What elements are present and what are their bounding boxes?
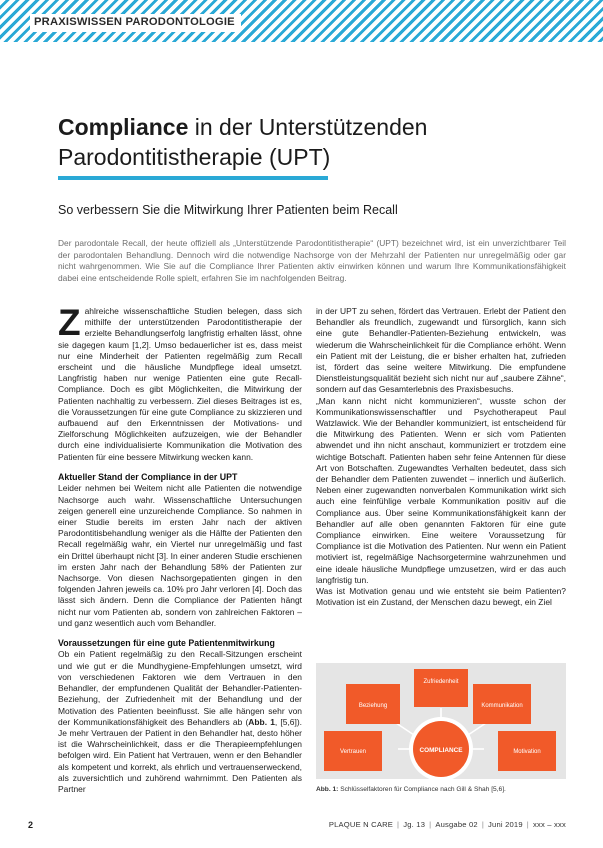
paragraph-communication: „Man kann nicht nicht kommunizieren“, wusste schon der Kommunikationswissenschaftler und Psychotherapeut Paul Watzlawick. Wie der Behandler kommuniziert, ist entscheidend für die Mitwirkung des Patienten. Wenn er sich vom Patienten abwendet und ihn nicht anschaut, kommuniziert er trotzdem eine wichtige Botschaft. Patienten haben sehr feine Antennen für diese Art von Botschaften. Zugewandtes Verhalten bedeutet, dass sich der Behandler dem Patienten zuwendet – innerlich und äußerlich. Neben einer zugewandten nonverbalen Kommunikation wirkt sich auch eine feinfühlige verbale Kommunikation positiv auf die Compliance aus. Über seine Kommunikationsfähigkeit kann der Behandler auf alle oben genannten Faktoren für eine gute Compliance einwirken. Eine weitere Voraussetzung für Compliance ist die Motivation des Patienten. Nur wenn ein Patient motiviert ist, regelmäßige Nachsorgetermine wahrzunehmen und eine ideale häusliche Mundpflege umzusetzen, wird er das auch langfristig tun. bbox=[316, 395, 566, 585]
paragraph-prerequisites-b: , [5,6]). Je mehr Vertrauen der Patient in den Behandler hat, desto höher ist die Wahrscheinlichkeit, dass er die Therapieempfehlungen befolgen wird. Ein Patient hat Vertrauen, wenn er den Behandler als kompetent und korrekt, als ehrlich und vertrauenserweckend, als zuversichtlich und zuhörend wahrnimmt. Den Patienten als Partner bbox=[58, 716, 302, 794]
factor-box-zufriedenheit bbox=[414, 669, 468, 707]
figure-caption bbox=[316, 786, 506, 793]
factor-label-kommunikation: Kommunikation bbox=[481, 703, 523, 709]
column-left bbox=[58, 302, 302, 795]
paragraph-current-state: Leider nehmen bei Weitem nicht alle Patienten die notwendige Nachsorge auch wahr. Wissenschaftliche Untersuchungen zeigen generell eine unzureichende Compliance. So nahmen in einer Studie bereits im ersten Jahr nach der aktiven Parodontitisbehandlung weniger als die Hälfte der Patienten den Recall regelmäßig wahr, ein Viertel nur unregelmäßig und fast ein Drittel überhaupt nicht [3]. In einer anderen Studie erschienen im ersten Jahr nach der Behandlung 58% der Patienten zur Nachsorge. Von diesen Nachsorgepatienten gingen in den folgenden Jahren jeweils ca. 10% pro Jahr verloren [4]. Doch das lässt sich ändern. Denn die Compliance der Patienten hängt nicht nur vom Patienten ab, sondern von zahlreichen Faktoren – und ganz wesentlich auch vom Behandler. bbox=[58, 483, 302, 628]
title-rest-part: in der Unterstützenden Parodontitistherapie (UPT) bbox=[58, 114, 428, 170]
caption-label: Abb. 1: bbox=[316, 786, 339, 793]
footer-info: PLAQUE N CARE | Jg. 13 | Ausgabe 02 | Juni 2019 | xxx – xxx bbox=[328, 820, 566, 829]
footer-volume: Jg. 13 bbox=[403, 820, 426, 829]
footer-pages: xxx – xxx bbox=[532, 820, 566, 829]
article-lead: Der parodontale Recall, der heute offiziell als „Unterstützende Parodontitistherapie“ (UPT) bezeichnet wird, ist ein unverzichtbarer Teil der parodontalen Behandlung. Dennoch wird die notwendige Nachsorge von der Mehrzahl der Patienten nur unregelmäßig oder gar nicht wahrgenommen. Wie Sie auf die Compliance Ihrer Patienten aktiv einwirken können und warum Ihre Kommunikationsfähigkeit dabei eine entscheidende Rolle spielt, erfahren Sie im nachfolgenden Beitrag. bbox=[58, 238, 566, 283]
caption-text: Schlüsselfaktoren für Compliance nach Gill & Shah [5,6]. bbox=[338, 786, 506, 793]
section-label: PRAXISWISSEN PARODONTOLOGIE bbox=[30, 14, 241, 32]
paragraph-trust: in der UPT zu sehen, fördert das Vertrauen. Erlebt der Patient den Behandler als freundlich, zugewandt und fürsorglich, kann sich eine gute Behandler-Patienten-Beziehung entwickeln, was wiederum die Wahrscheinlichkeit für die Compliance erhöht. Wenn ein Patient mit der Leistung, die er bisher erhalten hat, zufrieden ist, fördert das seine weitere Mitwirkung. Die empfundene Dienstleistungsqualität bezieht sich nicht nur auf „saubere Zähne“, sondern auf das Gesamterlebnis des Praxisbesuchs. bbox=[316, 306, 566, 395]
title-underline bbox=[58, 176, 328, 180]
heading-current-state: Aktueller Stand der Compliance in der UPT bbox=[58, 471, 238, 482]
figure-reference: Abb. 1 bbox=[248, 716, 275, 727]
footer-magazine: PLAQUE N CARE bbox=[328, 820, 394, 829]
paragraph-prerequisites-a: Ob ein Patient regelmäßig zu den Recall-Sitzungen erscheint und wie gut er die Mundhygiene-Empfehlungen umsetzt, wird von verschiedenen Faktoren wie dem Vertrauen in den Behandler, der empfundenen Qualität der Behandler-Patienten-Beziehung, der Zufriedenheit mit der Behandlung und der Motivation des Patienten beeinflusst. Sie alle hängen sehr von der Kommunikationsfähigkeit des Behandlers ab ( bbox=[58, 649, 302, 727]
compliance-diagram bbox=[316, 663, 566, 779]
factor-label-motivation: Motivation bbox=[513, 749, 541, 755]
article-subtitle: So verbessern Sie die Mitwirkung Ihrer Patienten beim Recall bbox=[58, 203, 398, 217]
factor-label-vertrauen: Vertrauen bbox=[339, 749, 367, 755]
paragraph-intro bbox=[58, 302, 302, 463]
article-title bbox=[58, 112, 498, 172]
column-right bbox=[316, 306, 566, 608]
paragraph-motivation: Was ist Motivation genau und wie entsteht sie beim Patienten? Motivation ist ein Zustand, der Menschen dazu bewegt, ein Ziel bbox=[316, 586, 566, 608]
paragraph-prerequisites bbox=[58, 649, 302, 795]
figure-compliance-diagram bbox=[316, 663, 566, 779]
footer-date: Juni 2019 bbox=[488, 820, 523, 829]
center-label: COMPLIANCE bbox=[419, 747, 463, 754]
factor-label-beziehung: Beziehung bbox=[358, 703, 388, 709]
dropcap: Z bbox=[58, 302, 81, 343]
page-number: 2 bbox=[28, 820, 34, 830]
footer-issue: Ausgabe 02 bbox=[435, 820, 478, 829]
factor-label-zufriedenheit: Zufriedenheit bbox=[423, 679, 459, 685]
heading-prerequisites: Voraussetzungen für eine gute Patientenmitwirkung bbox=[58, 637, 275, 648]
title-bold-part: Compliance bbox=[58, 114, 189, 140]
paragraph-intro-text: ahlreiche wissenschaftliche Studien belegen, dass sich mithilfe der unterstützenden Parodontitistherapie der erzielte Behandlungserfolg langfristig erhalten lässt, ohne sie dagegen kaum [1,2]. Umso bedauerlicher ist es, dass meist nur eine Minderheit der Patienten regelmäßig zum Recall erscheint und die häusliche Mundpflege ideal umsetzt. Langfristig haben nur wenige Patienten eine gute Recall-Compliance. Doch es gibt Möglichkeiten, die Mitwirkung der Patienten nachhaltig zu verbessern. Ziel dieses Beitrages ist es, die Voraussetzungen für eine gute Compliance zu skizzieren und aufbauend auf den Erkenntnissen der Motivations- und Zielforschung Möglichkeiten aufzuzeigen, wie der Behandler durch eine individualisierte Kommunikation die Motivation des Patienten für eine bessere Mitwirkung wecken kann. bbox=[58, 306, 302, 462]
